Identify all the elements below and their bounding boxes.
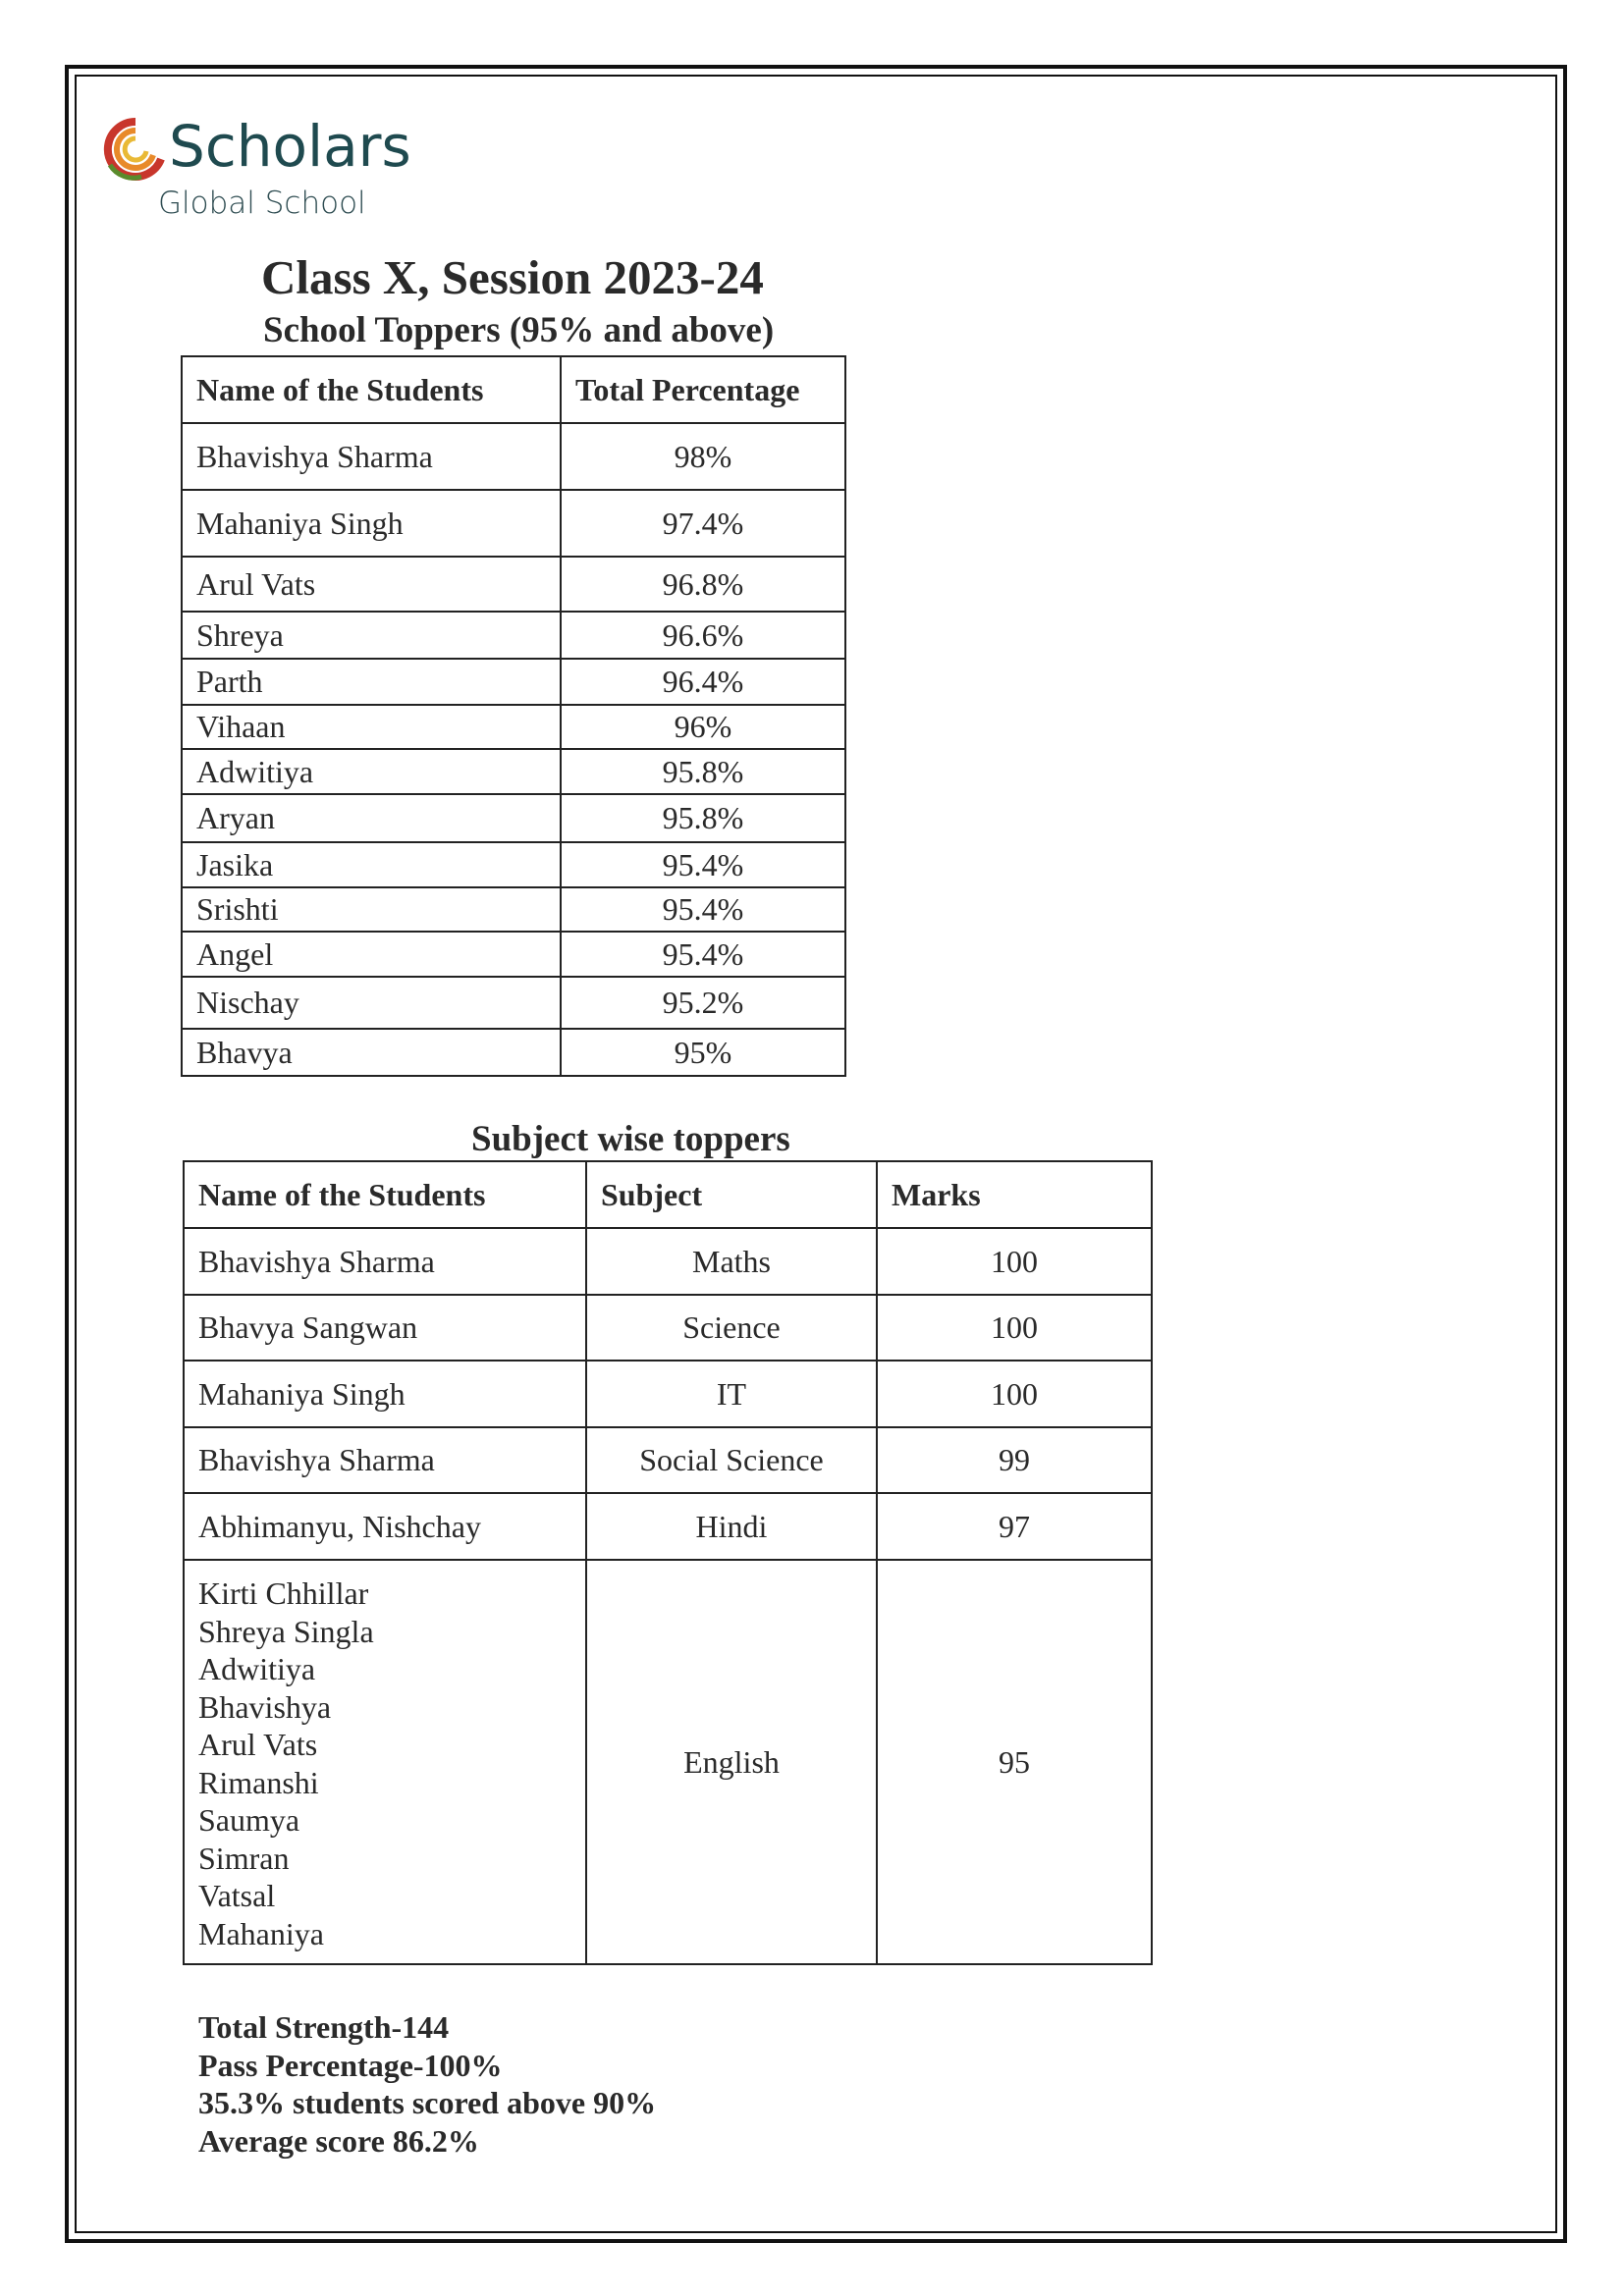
subject: Science xyxy=(586,1295,877,1361)
table-row xyxy=(182,423,845,490)
table-header-row xyxy=(182,356,845,423)
subject-toppers-table xyxy=(183,1160,1153,1965)
school-toppers-title: School Toppers (95% and above) xyxy=(263,310,775,350)
table-row xyxy=(182,749,845,794)
student-name: Nischay xyxy=(182,977,561,1029)
subject-toppers-title: Subject wise toppers xyxy=(471,1119,790,1159)
marks: 100 xyxy=(877,1228,1152,1295)
student-name: Aryan xyxy=(182,794,561,842)
student-name: Mahaniya Singh xyxy=(184,1361,586,1427)
student-name: Abhimanyu, Nishchay xyxy=(184,1493,586,1560)
student-name: Bhavishya xyxy=(198,1688,332,1725)
student-name: Arul Vats xyxy=(198,1727,318,1762)
student-name: Shreya xyxy=(182,612,561,659)
marks: 99 xyxy=(877,1427,1152,1493)
logo-swirl-icon xyxy=(102,116,169,183)
percentage: 96.6% xyxy=(561,612,845,659)
above-90-stat: 35.3% students scored above 90% xyxy=(198,2085,657,2120)
student-name: Srishti xyxy=(182,887,561,932)
table-row xyxy=(184,1228,1152,1295)
table-row xyxy=(182,612,845,659)
table-row xyxy=(184,1493,1152,1560)
table-row xyxy=(184,1427,1152,1493)
student-name: Kirti Chhillar xyxy=(198,1575,369,1611)
student-name: Bhavishya Sharma xyxy=(182,423,561,490)
percentage: 95.4% xyxy=(561,842,845,887)
results-summary xyxy=(198,2008,656,2160)
table-header-row xyxy=(184,1161,1152,1228)
student-name: Simran xyxy=(198,1840,290,1876)
column-header: Name of the Students xyxy=(182,356,561,423)
student-name: Arul Vats xyxy=(182,557,561,612)
subject: IT xyxy=(586,1361,877,1427)
table-row xyxy=(182,1029,845,1076)
subject: English xyxy=(586,1560,877,1964)
percentage: 96.8% xyxy=(561,557,845,612)
table-row xyxy=(182,887,845,932)
subject: Hindi xyxy=(586,1493,877,1560)
percentage: 96.4% xyxy=(561,659,845,705)
student-name: Bhavya Sangwan xyxy=(184,1295,586,1361)
percentage: 95.4% xyxy=(561,932,845,977)
table-row xyxy=(182,794,845,842)
logo-tagline: Global School xyxy=(158,186,366,221)
page-title: Class X, Session 2023-24 xyxy=(261,250,764,304)
english-toppers-cell xyxy=(184,1560,586,1964)
student-name: Rimanshi xyxy=(198,1764,319,1800)
average-score: Average score 86.2% xyxy=(198,2122,479,2159)
table-row xyxy=(182,557,845,612)
total-strength: Total Strength-144 xyxy=(198,2009,450,2045)
table-row xyxy=(184,1560,1152,1964)
marks: 100 xyxy=(877,1361,1152,1427)
student-name: Angel xyxy=(182,932,561,977)
percentage: 96% xyxy=(561,705,845,749)
pass-percentage: Pass Percentage-100% xyxy=(198,2047,503,2083)
percentage: 95.8% xyxy=(561,794,845,842)
percentage: 95% xyxy=(561,1029,845,1076)
table-row xyxy=(182,842,845,887)
student-name: Bhavya xyxy=(182,1029,561,1076)
marks: 100 xyxy=(877,1295,1152,1361)
percentage: 95.2% xyxy=(561,977,845,1029)
table-row xyxy=(182,490,845,557)
column-header: Name of the Students xyxy=(184,1161,586,1228)
student-name: Shreya Singla xyxy=(198,1613,374,1649)
student-name: Saumya xyxy=(198,1802,300,1838)
column-header: Marks xyxy=(877,1161,1152,1228)
logo-name: Scholars xyxy=(169,113,411,180)
percentage: 95.8% xyxy=(561,749,845,794)
student-name: Vatsal xyxy=(198,1878,276,1913)
column-header: Total Percentage xyxy=(561,356,845,423)
student-name: Bhavishya Sharma xyxy=(184,1228,586,1295)
subject: Social Science xyxy=(586,1427,877,1493)
table-row xyxy=(184,1295,1152,1361)
table-row xyxy=(184,1361,1152,1427)
percentage: 95.4% xyxy=(561,887,845,932)
percentage: 97.4% xyxy=(561,490,845,557)
student-name: Mahaniya xyxy=(198,1915,324,1951)
school-toppers-table xyxy=(181,355,846,1077)
student-name: Jasika xyxy=(182,842,561,887)
marks: 97 xyxy=(877,1493,1152,1560)
student-name: Mahaniya Singh xyxy=(182,490,561,557)
marks: 95 xyxy=(877,1560,1152,1964)
table-row xyxy=(182,977,845,1029)
table-row xyxy=(182,932,845,977)
table-row xyxy=(182,659,845,705)
subject: Maths xyxy=(586,1228,877,1295)
student-name: Vihaan xyxy=(182,705,561,749)
school-logo xyxy=(102,110,436,228)
percentage: 98% xyxy=(561,423,845,490)
student-name: Bhavishya Sharma xyxy=(184,1427,586,1493)
student-name: Parth xyxy=(182,659,561,705)
column-header: Subject xyxy=(586,1161,877,1228)
student-name: Adwitiya xyxy=(198,1651,316,1686)
student-name: Adwitiya xyxy=(182,749,561,794)
table-row xyxy=(182,705,845,749)
